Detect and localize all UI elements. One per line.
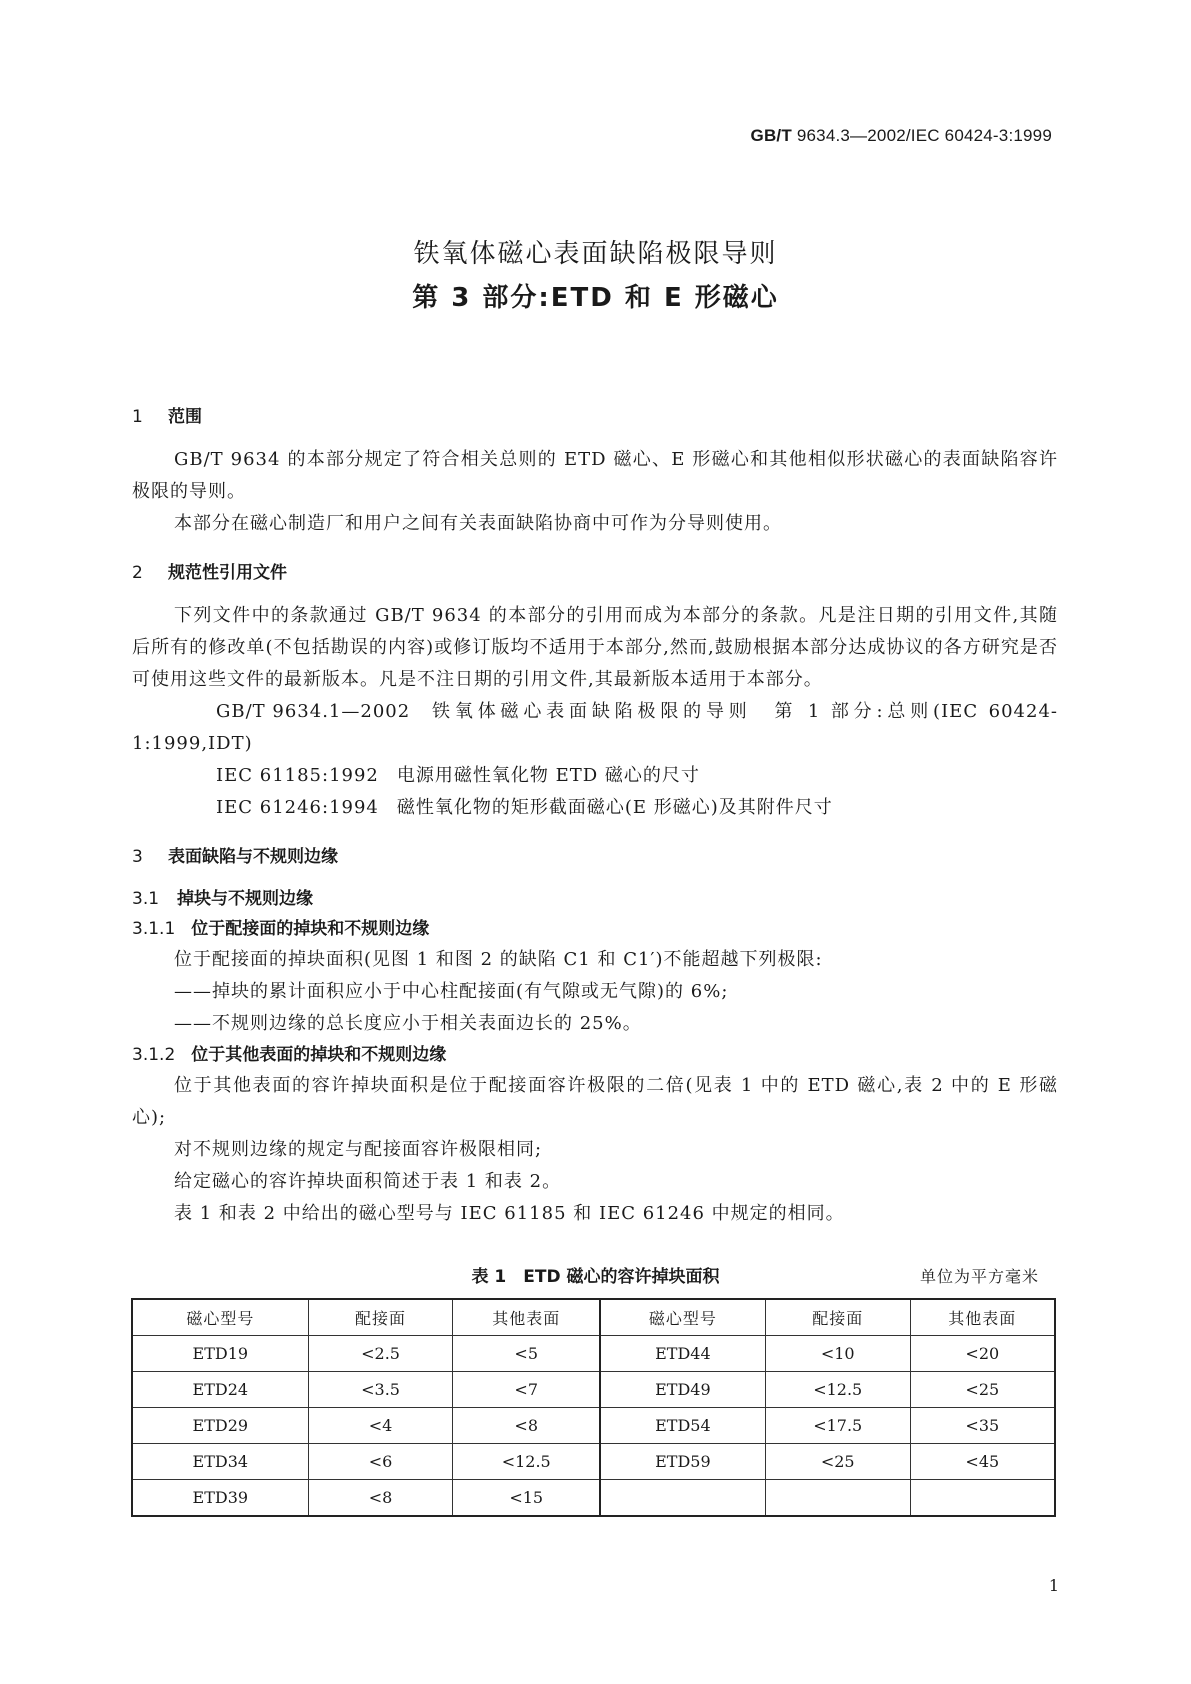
reference-item: [132, 792, 1058, 824]
table-cell: <25: [765, 1444, 910, 1480]
table-cell: ETD24: [132, 1372, 308, 1408]
table-cell: ETD39: [132, 1480, 308, 1517]
table-cell: <10: [765, 1336, 910, 1372]
table-unit: 单位为平方毫米: [919, 1267, 1039, 1286]
section-3-heading: [132, 842, 1058, 872]
paragraph: 给定磁心的容许掉块面积简述于表 1 和表 2。: [174, 1171, 562, 1192]
section-number: 1: [132, 407, 143, 427]
document-title: 铁氧体磁心表面缺陷极限导则: [413, 239, 778, 269]
table-cell: <8: [308, 1480, 453, 1517]
table-row: [132, 1372, 1055, 1408]
table-cell: <5: [453, 1336, 600, 1372]
reference-title: 磁性氧化物的矩形截面磁心(E 形磁心)及其附件尺寸: [396, 797, 833, 818]
reference-title: 电源用磁性氧化物 ETD 磁心的尺寸: [396, 765, 700, 786]
section-2-heading: [132, 558, 1058, 588]
standard-number: 9634.3—2002/IEC 60424-3:1999: [791, 126, 1052, 145]
section-1-heading: [132, 402, 1058, 432]
table-caption: [0, 1262, 1191, 1292]
table-cell: <17.5: [765, 1408, 910, 1444]
table-cell: ETD49: [600, 1372, 765, 1408]
paragraph: 位于配接面的掉块面积(见图 1 和图 2 的缺陷 C1 和 C1′)不能超越下列极限:: [174, 949, 823, 970]
dash-item: ——掉块的累计面积应小于中心柱配接面(有气隙或无气隙)的 6%;: [174, 981, 729, 1002]
table-cell: <3.5: [308, 1372, 453, 1408]
column-header: 其他表面: [910, 1299, 1055, 1336]
section-number: 3.1.2: [132, 1045, 176, 1065]
section-title: 位于其他表面的掉块和不规则边缘: [191, 1045, 447, 1065]
table-cell: <15: [453, 1480, 600, 1517]
table-cell: <12.5: [453, 1444, 600, 1480]
table-row: [132, 1336, 1055, 1372]
table-cell: <12.5: [765, 1372, 910, 1408]
section-title: 范围: [168, 407, 202, 427]
reference-title: 铁氧体磁心表面缺陷极限的导则 第 1 部分:总则(IEC 60424-1:1999,IDT): [132, 701, 1058, 754]
table-row: [132, 1480, 1055, 1517]
section-number: 3: [132, 847, 143, 867]
standard-prefix: GB/T: [750, 126, 792, 145]
paragraph: 对不规则边缘的规定与配接面容许极限相同;: [174, 1139, 543, 1160]
section-number: 2: [132, 563, 143, 583]
table-cell: <4: [308, 1408, 453, 1444]
table-cell: [600, 1480, 765, 1517]
table-row: [132, 1408, 1055, 1444]
reference-item: [132, 760, 1058, 792]
section-title: 规范性引用文件: [168, 563, 287, 583]
document-body: [132, 402, 1058, 1230]
table-title: 表 1 ETD 磁心的容许掉块面积: [471, 1267, 720, 1287]
paragraph: 本部分在磁心制造厂和用户之间有关表面缺陷协商中可作为分导则使用。: [174, 513, 782, 534]
table-cell: <8: [453, 1408, 600, 1444]
table-cell: ETD59: [600, 1444, 765, 1480]
table-cell: <2.5: [308, 1336, 453, 1372]
column-header: 其他表面: [453, 1299, 600, 1336]
table-cell: ETD29: [132, 1408, 308, 1444]
paragraph: GB/T 9634 的本部分规定了符合相关总则的 ETD 磁心、E 形磁心和其他相似形状磁心的表面缺陷容许极限的导则。: [132, 449, 1058, 502]
table-cell: <6: [308, 1444, 453, 1480]
table-cell: <45: [910, 1444, 1055, 1480]
column-header: 配接面: [765, 1299, 910, 1336]
section-3-1-1-heading: [132, 914, 1058, 944]
paragraph: 下列文件中的条款通过 GB/T 9634 的本部分的引用而成为本部分的条款。凡是注日期的引用文件,其随后所有的修改单(不包括勘误的内容)或修订版均不适用于本部分,然而,鼓励根据本部分达成协议的各方研究是否可使用这些文件的最新版本。凡是不注日期的引用文件,其最新版本适用于本部分。: [132, 605, 1058, 690]
reference-code: IEC 61246:1994: [216, 797, 379, 818]
table-row: [132, 1444, 1055, 1480]
table-cell: <7: [453, 1372, 600, 1408]
table-cell: [765, 1480, 910, 1517]
table-cell: ETD19: [132, 1336, 308, 1372]
section-number: 3.1: [132, 889, 160, 909]
paragraph: 表 1 和表 2 中给出的磁心型号与 IEC 61185 和 IEC 61246 中规定的相同。: [174, 1203, 845, 1224]
section-title: 掉块与不规则边缘: [177, 889, 314, 909]
table-cell: <20: [910, 1336, 1055, 1372]
column-header: 配接面: [308, 1299, 453, 1336]
section-title: 表面缺陷与不规则边缘: [168, 847, 338, 867]
section-title: 位于配接面的掉块和不规则边缘: [191, 919, 430, 939]
standard-number-header: [751, 126, 1052, 146]
paragraph: 位于其他表面的容许掉块面积是位于配接面容许极限的二倍(见表 1 中的 ETD 磁心,表 2 中的 E 形磁心);: [132, 1075, 1058, 1128]
table-cell: <25: [910, 1372, 1055, 1408]
table-cell: [910, 1480, 1055, 1517]
section-3-1-2-heading: [132, 1040, 1058, 1070]
dash-item: ——不规则边缘的总长度应小于相关表面边长的 25%。: [174, 1013, 642, 1034]
column-header: 磁心型号: [132, 1299, 308, 1336]
table-cell: ETD44: [600, 1336, 765, 1372]
document-subtitle: 第 3 部分:ETD 和 E 形磁心: [412, 283, 779, 313]
etd-core-table: [131, 1298, 1056, 1517]
section-number: 3.1.1: [132, 919, 176, 939]
page-number: 1: [1048, 1576, 1059, 1595]
reference-code: GB/T 9634.1—2002: [216, 701, 411, 722]
section-3-1-heading: [132, 884, 1058, 914]
table-cell: ETD34: [132, 1444, 308, 1480]
table-cell: <35: [910, 1408, 1055, 1444]
table-header-row: [132, 1299, 1055, 1336]
table-cell: ETD54: [600, 1408, 765, 1444]
reference-item: [132, 696, 1058, 760]
column-header: 磁心型号: [600, 1299, 765, 1336]
reference-code: IEC 61185:1992: [216, 765, 379, 786]
